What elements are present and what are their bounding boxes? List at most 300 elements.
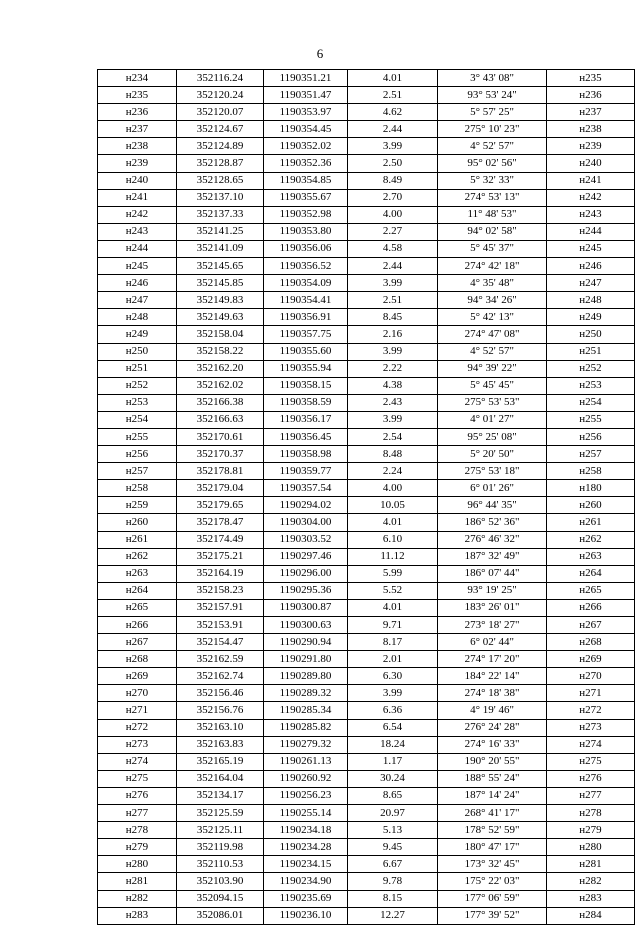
bearing-cell: 6° 02' 44": [438, 634, 547, 651]
y-coordinate-cell: 1190235.69: [264, 890, 348, 907]
point-from-cell: н251: [98, 360, 177, 377]
table-row: [98, 275, 635, 292]
bearing-cell: 95° 02' 56": [438, 155, 547, 172]
table-row: [98, 463, 635, 480]
point-from-cell: н278: [98, 822, 177, 839]
bearing-cell: 6° 01' 26": [438, 480, 547, 497]
point-to-cell: н258: [547, 463, 635, 480]
table-row: [98, 121, 635, 138]
distance-cell: 2.51: [348, 292, 438, 309]
point-to-cell: н240: [547, 155, 635, 172]
x-coordinate-cell: 352164.19: [177, 565, 264, 582]
distance-cell: 3.99: [348, 343, 438, 360]
x-coordinate-cell: 352110.53: [177, 856, 264, 873]
table-row: [98, 70, 635, 87]
table-row: [98, 138, 635, 155]
table-row: [98, 839, 635, 856]
bearing-cell: 190° 20' 55": [438, 753, 547, 770]
point-from-cell: н253: [98, 394, 177, 411]
bearing-cell: 93° 53' 24": [438, 87, 547, 104]
point-to-cell: н279: [547, 822, 635, 839]
point-from-cell: н279: [98, 839, 177, 856]
point-from-cell: н267: [98, 634, 177, 651]
x-coordinate-cell: 352156.76: [177, 702, 264, 719]
point-to-cell: н281: [547, 856, 635, 873]
point-from-cell: н241: [98, 189, 177, 206]
bearing-cell: 276° 24' 28": [438, 719, 547, 736]
point-to-cell: н251: [547, 343, 635, 360]
point-to-cell: н235: [547, 70, 635, 87]
bearing-cell: 4° 19' 46": [438, 702, 547, 719]
x-coordinate-cell: 352166.63: [177, 411, 264, 428]
y-coordinate-cell: 1190234.18: [264, 822, 348, 839]
x-coordinate-cell: 352153.91: [177, 617, 264, 634]
point-from-cell: н271: [98, 702, 177, 719]
y-coordinate-cell: 1190291.80: [264, 651, 348, 668]
table-row: [98, 155, 635, 172]
point-to-cell: н239: [547, 138, 635, 155]
y-coordinate-cell: 1190260.92: [264, 770, 348, 787]
point-from-cell: н265: [98, 599, 177, 616]
table-row: [98, 719, 635, 736]
x-coordinate-cell: 352125.59: [177, 805, 264, 822]
point-to-cell: н267: [547, 617, 635, 634]
bearing-cell: 273° 18' 27": [438, 617, 547, 634]
distance-cell: 4.38: [348, 377, 438, 394]
table-row: [98, 565, 635, 582]
y-coordinate-cell: 1190356.17: [264, 411, 348, 428]
y-coordinate-cell: 1190294.02: [264, 497, 348, 514]
y-coordinate-cell: 1190234.15: [264, 856, 348, 873]
bearing-cell: 274° 16' 33": [438, 736, 547, 753]
distance-cell: 9.45: [348, 839, 438, 856]
x-coordinate-cell: 352120.07: [177, 104, 264, 121]
bearing-cell: 187° 32' 49": [438, 548, 547, 565]
table-row: [98, 428, 635, 445]
point-from-cell: н270: [98, 685, 177, 702]
table-row: [98, 104, 635, 121]
y-coordinate-cell: 1190261.13: [264, 753, 348, 770]
point-to-cell: н284: [547, 907, 635, 924]
distance-cell: 2.54: [348, 428, 438, 445]
distance-cell: 6.10: [348, 531, 438, 548]
table-row: [98, 822, 635, 839]
point-to-cell: н278: [547, 805, 635, 822]
distance-cell: 2.70: [348, 189, 438, 206]
point-to-cell: н271: [547, 685, 635, 702]
x-coordinate-cell: 352166.38: [177, 394, 264, 411]
table-row: [98, 736, 635, 753]
bearing-cell: 4° 01' 27": [438, 411, 547, 428]
distance-cell: 4.58: [348, 240, 438, 257]
y-coordinate-cell: 1190359.77: [264, 463, 348, 480]
point-from-cell: н255: [98, 428, 177, 445]
x-coordinate-cell: 352158.04: [177, 326, 264, 343]
distance-cell: 6.36: [348, 702, 438, 719]
bearing-cell: 275° 10' 23": [438, 121, 547, 138]
table-row: [98, 599, 635, 616]
y-coordinate-cell: 1190296.00: [264, 565, 348, 582]
bearing-cell: 275° 53' 18": [438, 463, 547, 480]
point-from-cell: н259: [98, 497, 177, 514]
x-coordinate-cell: 352128.87: [177, 155, 264, 172]
table-row: [98, 189, 635, 206]
y-coordinate-cell: 1190256.23: [264, 787, 348, 804]
point-to-cell: н273: [547, 719, 635, 736]
coordinates-table: [97, 69, 635, 925]
point-to-cell: н262: [547, 531, 635, 548]
table-row: [98, 343, 635, 360]
distance-cell: 5.13: [348, 822, 438, 839]
point-to-cell: н275: [547, 753, 635, 770]
point-from-cell: н250: [98, 343, 177, 360]
x-coordinate-cell: 352125.11: [177, 822, 264, 839]
x-coordinate-cell: 352163.10: [177, 719, 264, 736]
point-to-cell: н276: [547, 770, 635, 787]
point-from-cell: н245: [98, 258, 177, 275]
y-coordinate-cell: 1190289.80: [264, 668, 348, 685]
point-to-cell: н268: [547, 634, 635, 651]
bearing-cell: 274° 47' 08": [438, 326, 547, 343]
point-from-cell: н263: [98, 565, 177, 582]
y-coordinate-cell: 1190356.45: [264, 428, 348, 445]
y-coordinate-cell: 1190357.54: [264, 480, 348, 497]
x-coordinate-cell: 352178.47: [177, 514, 264, 531]
point-from-cell: н281: [98, 873, 177, 890]
bearing-cell: 276° 46' 32": [438, 531, 547, 548]
y-coordinate-cell: 1190234.90: [264, 873, 348, 890]
distance-cell: 3.99: [348, 138, 438, 155]
x-coordinate-cell: 352179.65: [177, 497, 264, 514]
point-from-cell: н244: [98, 240, 177, 257]
x-coordinate-cell: 352094.15: [177, 890, 264, 907]
x-coordinate-cell: 352170.61: [177, 428, 264, 445]
distance-cell: 9.78: [348, 873, 438, 890]
y-coordinate-cell: 1190352.98: [264, 206, 348, 223]
table-row: [98, 258, 635, 275]
table-row: [98, 805, 635, 822]
distance-cell: 8.15: [348, 890, 438, 907]
bearing-cell: 4° 52' 57": [438, 343, 547, 360]
distance-cell: 1.17: [348, 753, 438, 770]
distance-cell: 2.44: [348, 121, 438, 138]
table-row: [98, 685, 635, 702]
point-from-cell: н242: [98, 206, 177, 223]
distance-cell: 2.01: [348, 651, 438, 668]
y-coordinate-cell: 1190354.41: [264, 292, 348, 309]
point-from-cell: н266: [98, 617, 177, 634]
distance-cell: 6.67: [348, 856, 438, 873]
bearing-cell: 5° 45' 37": [438, 240, 547, 257]
table-row: [98, 411, 635, 428]
point-from-cell: н277: [98, 805, 177, 822]
x-coordinate-cell: 352128.65: [177, 172, 264, 189]
distance-cell: 6.30: [348, 668, 438, 685]
x-coordinate-cell: 352141.09: [177, 240, 264, 257]
distance-cell: 4.00: [348, 480, 438, 497]
table-row: [98, 907, 635, 924]
bearing-cell: 5° 57' 25": [438, 104, 547, 121]
table-row: [98, 480, 635, 497]
x-coordinate-cell: 352145.85: [177, 275, 264, 292]
bearing-cell: 93° 19' 25": [438, 582, 547, 599]
table-row: [98, 702, 635, 719]
y-coordinate-cell: 1190358.15: [264, 377, 348, 394]
x-coordinate-cell: 352154.47: [177, 634, 264, 651]
point-from-cell: н256: [98, 446, 177, 463]
point-from-cell: н272: [98, 719, 177, 736]
point-to-cell: н236: [547, 87, 635, 104]
x-coordinate-cell: 352164.04: [177, 770, 264, 787]
bearing-cell: 275° 53' 53": [438, 394, 547, 411]
bearing-cell: 94° 02' 58": [438, 223, 547, 240]
bearing-cell: 96° 44' 35": [438, 497, 547, 514]
point-from-cell: н275: [98, 770, 177, 787]
bearing-cell: 186° 07' 44": [438, 565, 547, 582]
bearing-cell: 274° 18' 38": [438, 685, 547, 702]
table-row: [98, 394, 635, 411]
point-to-cell: н261: [547, 514, 635, 531]
y-coordinate-cell: 1190255.14: [264, 805, 348, 822]
point-from-cell: н258: [98, 480, 177, 497]
x-coordinate-cell: 352157.91: [177, 599, 264, 616]
distance-cell: 2.50: [348, 155, 438, 172]
table-row: [98, 770, 635, 787]
bearing-cell: 95° 25' 08": [438, 428, 547, 445]
y-coordinate-cell: 1190351.47: [264, 87, 348, 104]
y-coordinate-cell: 1190289.32: [264, 685, 348, 702]
distance-cell: 4.00: [348, 206, 438, 223]
point-from-cell: н238: [98, 138, 177, 155]
bearing-cell: 178° 52' 59": [438, 822, 547, 839]
x-coordinate-cell: 352174.49: [177, 531, 264, 548]
bearing-cell: 4° 52' 57": [438, 138, 547, 155]
table-body: [98, 70, 635, 925]
bearing-cell: 5° 32' 33": [438, 172, 547, 189]
bearing-cell: 177° 39' 52": [438, 907, 547, 924]
y-coordinate-cell: 1190355.60: [264, 343, 348, 360]
distance-cell: 5.52: [348, 582, 438, 599]
page-number: 6: [316, 46, 324, 61]
bearing-cell: 11° 48' 53": [438, 206, 547, 223]
distance-cell: 2.22: [348, 360, 438, 377]
distance-cell: 2.43: [348, 394, 438, 411]
x-coordinate-cell: 352141.25: [177, 223, 264, 240]
table-row: [98, 292, 635, 309]
point-to-cell: н269: [547, 651, 635, 668]
point-from-cell: н273: [98, 736, 177, 753]
y-coordinate-cell: 1190234.28: [264, 839, 348, 856]
point-from-cell: н257: [98, 463, 177, 480]
bearing-cell: 187° 14' 24": [438, 787, 547, 804]
point-to-cell: н243: [547, 206, 635, 223]
y-coordinate-cell: 1190358.98: [264, 446, 348, 463]
distance-cell: 4.01: [348, 514, 438, 531]
distance-cell: 30.24: [348, 770, 438, 787]
distance-cell: 3.99: [348, 411, 438, 428]
x-coordinate-cell: 352163.83: [177, 736, 264, 753]
x-coordinate-cell: 352165.19: [177, 753, 264, 770]
point-from-cell: н262: [98, 548, 177, 565]
point-from-cell: н264: [98, 582, 177, 599]
bearing-cell: 5° 42' 13": [438, 309, 547, 326]
point-from-cell: н254: [98, 411, 177, 428]
y-coordinate-cell: 1190279.32: [264, 736, 348, 753]
bearing-cell: 94° 34' 26": [438, 292, 547, 309]
point-to-cell: н265: [547, 582, 635, 599]
point-from-cell: н247: [98, 292, 177, 309]
x-coordinate-cell: 352158.23: [177, 582, 264, 599]
distance-cell: 2.27: [348, 223, 438, 240]
distance-cell: 8.48: [348, 446, 438, 463]
table-row: [98, 582, 635, 599]
point-from-cell: н235: [98, 87, 177, 104]
point-to-cell: н253: [547, 377, 635, 394]
x-coordinate-cell: 352119.98: [177, 839, 264, 856]
distance-cell: 2.24: [348, 463, 438, 480]
table-row: [98, 651, 635, 668]
point-to-cell: н247: [547, 275, 635, 292]
table-row: [98, 787, 635, 804]
x-coordinate-cell: 352158.22: [177, 343, 264, 360]
y-coordinate-cell: 1190353.97: [264, 104, 348, 121]
table-row: [98, 206, 635, 223]
distance-cell: 5.99: [348, 565, 438, 582]
point-from-cell: н240: [98, 172, 177, 189]
bearing-cell: 175° 22' 03": [438, 873, 547, 890]
y-coordinate-cell: 1190354.09: [264, 275, 348, 292]
point-from-cell: н234: [98, 70, 177, 87]
point-to-cell: н248: [547, 292, 635, 309]
point-from-cell: н283: [98, 907, 177, 924]
point-to-cell: н270: [547, 668, 635, 685]
y-coordinate-cell: 1190355.94: [264, 360, 348, 377]
point-to-cell: н244: [547, 223, 635, 240]
table-row: [98, 514, 635, 531]
bearing-cell: 5° 20' 50": [438, 446, 547, 463]
table-row: [98, 172, 635, 189]
point-to-cell: н255: [547, 411, 635, 428]
table-row: [98, 377, 635, 394]
distance-cell: 4.01: [348, 70, 438, 87]
y-coordinate-cell: 1190352.02: [264, 138, 348, 155]
point-from-cell: н239: [98, 155, 177, 172]
y-coordinate-cell: 1190290.94: [264, 634, 348, 651]
bearing-cell: 274° 53' 13": [438, 189, 547, 206]
distance-cell: 2.44: [348, 258, 438, 275]
y-coordinate-cell: 1190356.91: [264, 309, 348, 326]
table-row: [98, 497, 635, 514]
distance-cell: 2.16: [348, 326, 438, 343]
point-to-cell: н254: [547, 394, 635, 411]
point-from-cell: н276: [98, 787, 177, 804]
y-coordinate-cell: 1190304.00: [264, 514, 348, 531]
distance-cell: 8.45: [348, 309, 438, 326]
distance-cell: 11.12: [348, 548, 438, 565]
x-coordinate-cell: 352103.90: [177, 873, 264, 890]
y-coordinate-cell: 1190285.34: [264, 702, 348, 719]
point-to-cell: н242: [547, 189, 635, 206]
point-from-cell: н282: [98, 890, 177, 907]
x-coordinate-cell: 352162.02: [177, 377, 264, 394]
point-from-cell: н261: [98, 531, 177, 548]
table-row: [98, 873, 635, 890]
y-coordinate-cell: 1190300.63: [264, 617, 348, 634]
distance-cell: 10.05: [348, 497, 438, 514]
y-coordinate-cell: 1190300.87: [264, 599, 348, 616]
point-from-cell: н248: [98, 309, 177, 326]
x-coordinate-cell: 352162.20: [177, 360, 264, 377]
distance-cell: 18.24: [348, 736, 438, 753]
x-coordinate-cell: 352170.37: [177, 446, 264, 463]
y-coordinate-cell: 1190358.59: [264, 394, 348, 411]
point-to-cell: н256: [547, 428, 635, 445]
distance-cell: 20.97: [348, 805, 438, 822]
bearing-cell: 183° 26' 01": [438, 599, 547, 616]
point-from-cell: н260: [98, 514, 177, 531]
point-to-cell: н266: [547, 599, 635, 616]
point-to-cell: н246: [547, 258, 635, 275]
bearing-cell: 180° 47' 17": [438, 839, 547, 856]
point-to-cell: н252: [547, 360, 635, 377]
x-coordinate-cell: 352086.01: [177, 907, 264, 924]
distance-cell: 8.17: [348, 634, 438, 651]
x-coordinate-cell: 352120.24: [177, 87, 264, 104]
point-from-cell: н236: [98, 104, 177, 121]
bearing-cell: 177° 06' 59": [438, 890, 547, 907]
table-row: [98, 856, 635, 873]
point-to-cell: н260: [547, 497, 635, 514]
distance-cell: 4.62: [348, 104, 438, 121]
bearing-cell: 4° 35' 48": [438, 275, 547, 292]
point-to-cell: н249: [547, 309, 635, 326]
x-coordinate-cell: 352116.24: [177, 70, 264, 87]
point-to-cell: н264: [547, 565, 635, 582]
point-to-cell: н257: [547, 446, 635, 463]
point-from-cell: н246: [98, 275, 177, 292]
y-coordinate-cell: 1190351.21: [264, 70, 348, 87]
y-coordinate-cell: 1190353.80: [264, 223, 348, 240]
y-coordinate-cell: 1190357.75: [264, 326, 348, 343]
point-from-cell: н237: [98, 121, 177, 138]
distance-cell: 9.71: [348, 617, 438, 634]
table-row: [98, 531, 635, 548]
point-to-cell: н250: [547, 326, 635, 343]
bearing-cell: 274° 42' 18": [438, 258, 547, 275]
y-coordinate-cell: 1190236.10: [264, 907, 348, 924]
table-row: [98, 548, 635, 565]
table-row: [98, 326, 635, 343]
point-to-cell: н277: [547, 787, 635, 804]
table-row: [98, 668, 635, 685]
table-row: [98, 634, 635, 651]
x-coordinate-cell: 352134.17: [177, 787, 264, 804]
y-coordinate-cell: 1190303.52: [264, 531, 348, 548]
point-from-cell: н274: [98, 753, 177, 770]
x-coordinate-cell: 352179.04: [177, 480, 264, 497]
distance-cell: 8.65: [348, 787, 438, 804]
point-to-cell: н245: [547, 240, 635, 257]
y-coordinate-cell: 1190354.85: [264, 172, 348, 189]
table-row: [98, 753, 635, 770]
distance-cell: 3.99: [348, 275, 438, 292]
y-coordinate-cell: 1190352.36: [264, 155, 348, 172]
distance-cell: 2.51: [348, 87, 438, 104]
x-coordinate-cell: 352124.89: [177, 138, 264, 155]
bearing-cell: 3° 43' 08": [438, 70, 547, 87]
bearing-cell: 184° 22' 14": [438, 668, 547, 685]
distance-cell: 8.49: [348, 172, 438, 189]
